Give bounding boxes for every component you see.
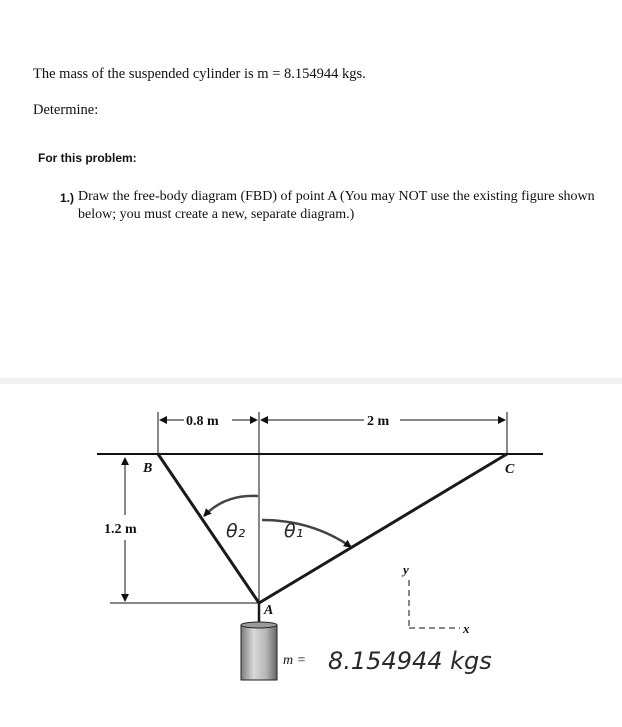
- mass-handwritten: 8.154944 kgs: [328, 647, 492, 675]
- point-c-label: C: [505, 462, 515, 477]
- axis-x-label: x: [463, 621, 470, 636]
- determine-label: Determine:: [33, 102, 99, 118]
- coordinate-axes: [409, 580, 460, 628]
- axis-y-label: y: [403, 562, 409, 577]
- question-text-line2: below; you must create a new, separate diagram.): [78, 207, 355, 222]
- point-a-label: A: [264, 603, 274, 618]
- angle-theta2-arrow: [204, 496, 258, 516]
- dimension-1-2m: 1.2 m: [104, 522, 137, 537]
- dimension-0-8m: 0.8 m: [186, 414, 219, 429]
- angle-theta1-arrow: [262, 520, 351, 547]
- section-heading: For this problem:: [38, 151, 137, 165]
- angle-theta1-label: θ₁: [284, 520, 304, 542]
- angle-theta2-label: θ₂: [226, 520, 246, 542]
- cable-diagram: [0, 360, 622, 727]
- point-b-label: B: [143, 461, 153, 476]
- question-text-line1: Draw the free-body diagram (FBD) of point A (You may NOT use the existing figure shown: [78, 189, 595, 204]
- dimension-2m: 2 m: [367, 414, 390, 429]
- suspended-cylinder: [241, 622, 277, 680]
- mass-statement: The mass of the suspended cylinder is m = 8.154944 kgs.: [33, 66, 366, 82]
- question-number: 1.): [60, 191, 75, 205]
- mass-prefix: m =: [283, 653, 307, 668]
